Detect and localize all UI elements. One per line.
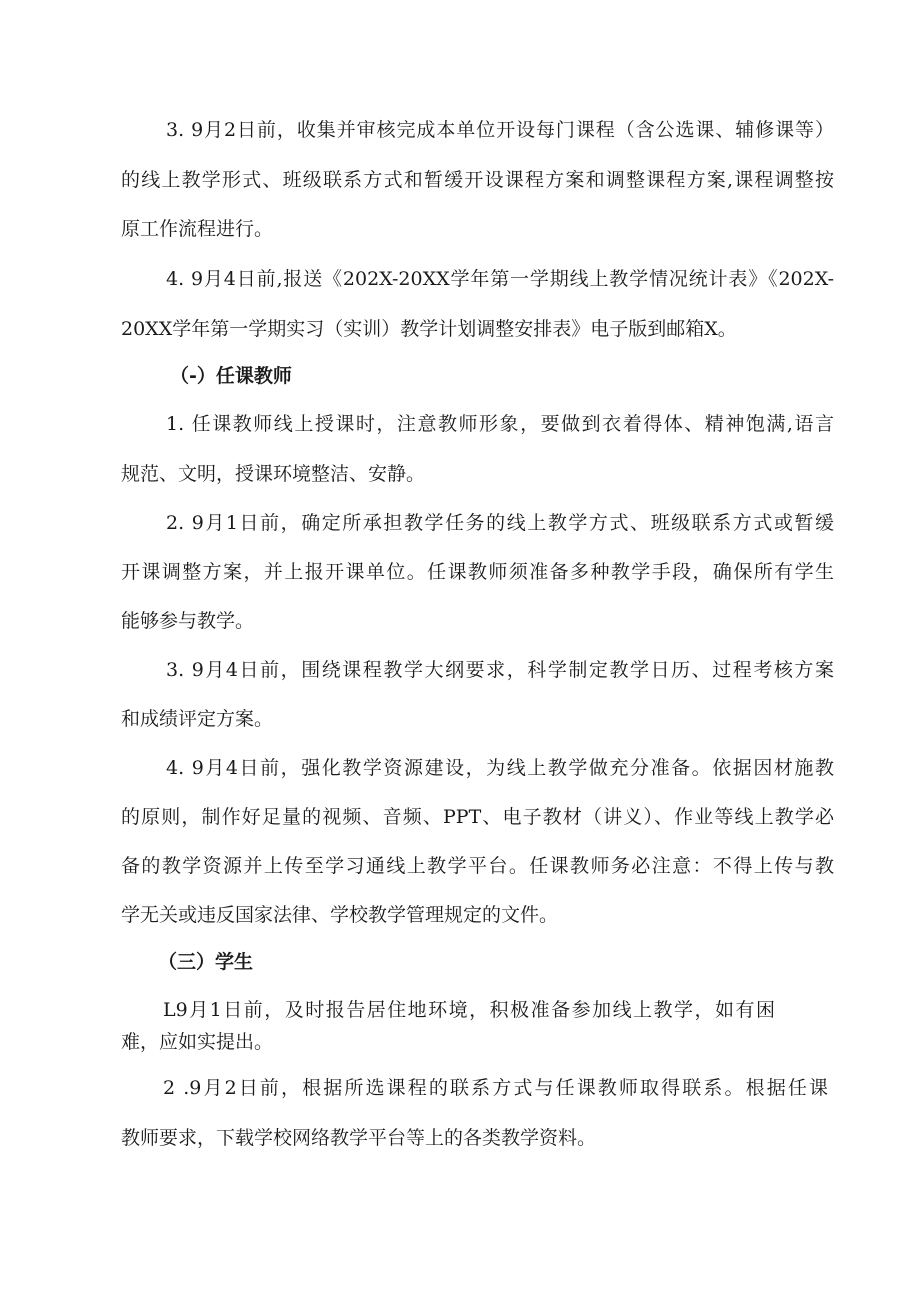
paragraph-item3-line3: 原工作流程进行。 bbox=[121, 218, 274, 240]
teachers-item2-line3: 能够参与教学。 bbox=[121, 610, 255, 632]
teachers-item3-line1: 3. 9月4日前，围绕课程教学大纲要求，科学制定教学日历、过程考核方案 bbox=[166, 659, 834, 681]
section-heading-teachers: （-）任课教师 bbox=[170, 365, 292, 387]
teachers-item4-line1: 4. 9月4日前，强化教学资源建设，为线上教学做充分准备。依据因材施教 bbox=[166, 757, 834, 779]
teachers-item4-line2: 的原则，制作好足量的视频、音频、PPT、电子教材（讲义）、作业等线上教学必 bbox=[121, 806, 834, 828]
teachers-item3-line2: 和成绩评定方案。 bbox=[121, 708, 274, 730]
students-item1-line2: 难，应如实提出。 bbox=[121, 1031, 274, 1053]
teachers-item4-line3: 备的教学资源并上传至学习通线上教学平台。任课教师务必注意：不得上传与教 bbox=[121, 855, 834, 877]
teachers-item1-line2: 规范、文明，授课环境整洁、安静。 bbox=[121, 463, 426, 485]
paragraph-item4-line1: 4. 9月4日前,报送《202X-20XX学年第一学期线上教学情况统计表》《202X- bbox=[166, 268, 834, 290]
teachers-item4-line4: 学无关或违反国家法律、学校教学管理规定的文件。 bbox=[121, 904, 559, 926]
students-item2-line1: 2 .9月2日前，根据所选课程的联系方式与任课教师取得联系。根据任课 bbox=[163, 1077, 828, 1099]
teachers-item2-line1: 2. 9月1日前，确定所承担教学任务的线上教学方式、班级联系方式或暂缓 bbox=[166, 512, 834, 534]
paragraph-item3-line1: 3. 9月2日前，收集并审核完成本单位开设每门课程（含公选课、辅修课等） bbox=[166, 119, 834, 141]
section-heading-students: （三）学生 bbox=[158, 951, 254, 973]
teachers-item1-line1: 1. 任课教师线上授课时，注意教师形象，要做到衣着得体、精神饱满,语言 bbox=[166, 413, 834, 435]
paragraph-item3-line2: 的线上教学形式、班级联系方式和暂缓开设课程方案和调整课程方案,课程调整按 bbox=[121, 169, 834, 191]
students-item1-line1: L9月1日前，及时报告居住地环境，积极准备参加线上教学，如有困 bbox=[163, 999, 775, 1021]
paragraph-item4-line2: 20XX学年第一学期实习（实训）教学计划调整安排表》电子版到邮箱X。 bbox=[121, 318, 737, 340]
teachers-item2-line2: 开课调整方案，并上报开课单位。任课教师须准备多种教学手段，确保所有学生 bbox=[121, 561, 834, 583]
students-item2-line2: 教师要求，下载学校网络教学平台等上的各类教学资料。 bbox=[121, 1127, 597, 1149]
